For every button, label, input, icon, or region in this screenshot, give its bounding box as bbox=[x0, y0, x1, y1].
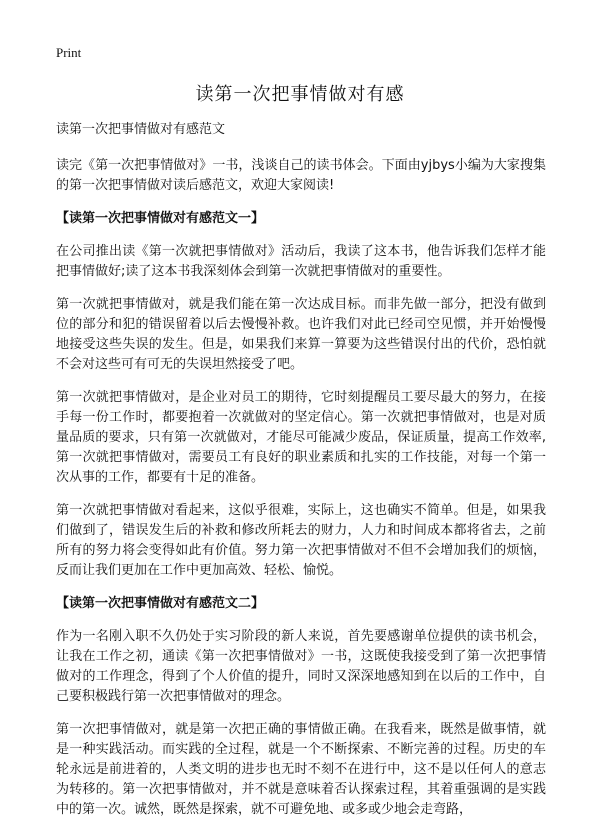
section-heading-2: 【读第一次把事情做对有感范文二】 bbox=[56, 596, 265, 611]
section-heading-1: 【读第一次把事情做对有感范文一】 bbox=[56, 211, 265, 226]
section-2-paragraph-2: 第一次把事情做对，就是第一次把正确的事情做正确。在我看来，既然是做事情，就是一种实践活动。而实践的全过程，就是一个不断探索、不断完善的过程。历史的车轮永远是前进着的，人类文明的进步也无时不刻不在进行中，这不是以任何人的意志为转移的。第一次把事情做对，并不就是意味着否认探索过程，其着重强调的是实践中的第一次。诚然，既然是探索，就不可避免地、或多或少地会走弯路， bbox=[56, 722, 546, 817]
section-1-paragraph-3: 第一次就把事情做对，是企业对员工的期待，它时刻提醒员工要尽最大的努力，在接手每一份工作时，都要抱着一次就做对的坚定信心。第一次就把事情做对，也是对质量品质的要求，只有第一次就做对，才能尽可能减少废品，保证质量，提高工作效率,第一次就把事情做对，需要员工有良好的职业素质和扎实的工作技能，对每一个第一次从事的工作，都要有十足的准备。 bbox=[56, 390, 546, 485]
print-link[interactable]: Print bbox=[56, 45, 82, 60]
section-2-paragraph-1: 作为一名刚入职不久仍处于实习阶段的新人来说，首先要感谢单位提供的读书机会，让我在工作之初，通读《第一次把事情做对》一书，这既使我接受到了第一次把事情做对的工作理念，得到了个人价值的提升，同时又深深地感知到在以后的工作中，自己要积极践行第一次把事情做对的理念。 bbox=[56, 629, 546, 704]
section-1-paragraph-1: 在公司推出读《第一次就把事情做对》活动后，我读了这本书，他告诉我们怎样才能把事情做好;读了这本书我深刻体会到第一次就把事情做对的重要性。 bbox=[56, 244, 546, 279]
section-1-paragraph-4: 第一次就把事情做对看起来，这似乎很难，实际上，这也确实不简单。但是，如果我们做到了，错误发生后的补救和修改所耗去的财力，人力和时间成本都将省去，之前所有的努力将会变得如此有价值。努力第一次把事情做对不但不会增加我们的烦恼，反而让我们更加在工作中更加高效、轻松、愉悦。 bbox=[56, 503, 546, 578]
section-1-paragraph-2: 第一次就把事情做对，就是我们能在第一次达成目标。而非先做一部分，把没有做到位的部分和犯的错误留着以后去慢慢补救。也许我们对此已经司空见惯，并开始慢慢地接受这些失误的发生。但是，如果我们来算一算要为这些错误付出的代价，恐怕就不会对这些可有可无的失误坦然接受了吧。 bbox=[56, 297, 546, 372]
intro-paragraph: 读完《第一次把事情做对》一书，浅谈自己的读书体会。下面由yjbys小编为大家搜集的第一次把事情做对读后感范文，欢迎大家阅读! bbox=[56, 158, 546, 193]
article-subtitle: 读第一次把事情做对有感范文 bbox=[56, 122, 226, 137]
article-body bbox=[56, 120, 546, 833]
page-title: 读第一次把事情做对有感 bbox=[195, 84, 405, 105]
